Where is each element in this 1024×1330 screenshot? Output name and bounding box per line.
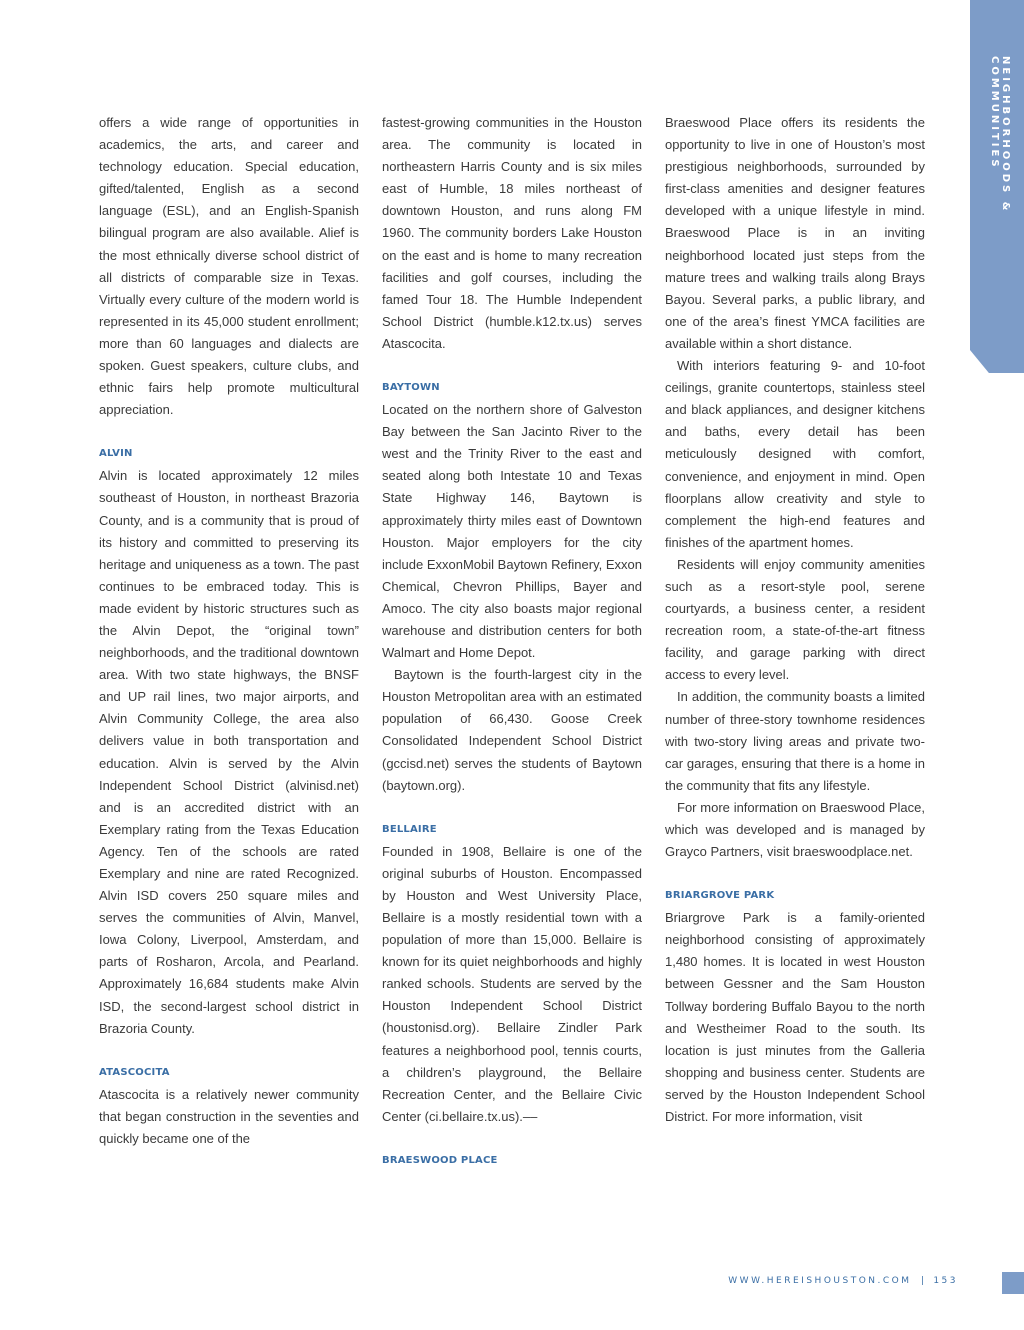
body-paragraph: Located on the northern shore of Galveston Bay between the San Jacinto River to the west and the Trinity River to the east and seated along both Intestate 10 and Texas State Highway 146, Baytown is approximately thirty miles east of Downtown Houston. Major employers for the city include ExxonMobil Baytown Refinery, Exxon Chemical, Chevron Phillips, Bayer and Amoco. The city also boasts major regional warehouse and distribution centers for both Walmart and Home Depot. [382, 402, 642, 661]
section-heading: BAYTOWN [382, 382, 440, 394]
body-paragraph: For more information on Braeswood Place, which was developed and is managed by Grayco Partners, visit braeswoodplace.net. [665, 799, 925, 860]
body-paragraph: With interiors featuring 9- and 10-foot ceilings, granite countertops, stainless steel and black appliances, and designer kitchens and baths, every detail has been meticulously designed with comfort, convenience, and enjoyment in mind. Open floorplans allow creativity and style to complement the high-end features and finishes of the apartment homes. [665, 358, 925, 550]
column-3 [665, 112, 925, 1128]
column-1 [99, 112, 359, 1150]
body-paragraph: Alvin is located approximately 12 miles southeast of Houston, in northeast Brazoria County, and is a community that is proud of its history and committed to preserving its heritage and uniqueness as a town. The past continues to be embraced today. This is made evident by historic structures such as the Alvin Depot, the “original town” neighborhoods, and the traditional downtown area. With two state highways, the BNSF and UP rail lines, two major airports, and Alvin Community College, the area also delivers value in both transportation and education. Alvin is served by the Alvin Independent School District (alvinisd.net) and is an accredited district with an Exemplary rating from the Texas Education Agency. Ten of the schools are rated Exemplary and nine are rated Recognized. Alvin ISD covers 250 square miles and serves the communities of Alvin, Manvel, Iowa Colony, Liverpool, Amsterdam, and parts of Rosharon, Arcola, and Pearland. Approximately 16,684 students make Alvin ISD, the second-largest school district in Brazoria County. [99, 468, 359, 1036]
section-heading: ALVIN [99, 448, 133, 460]
section-tab-label: NEIGHBORHOODS & COMMUNITIES [989, 56, 1011, 214]
section-heading: BRIARGROVE PARK [665, 890, 775, 902]
body-paragraph: Briargrove Park is a family-oriented neighborhood consisting of approximately 1,480 homes. It is located in west Houston between Gessner and the Sam Houston Tollway bordering Buffalo Bayou to the north and Westheimer Road to the south. Its location is just minutes from the Galleria shopping and business center. Students are served by the Houston Independent School District. For more information, visit [665, 910, 925, 1125]
footer-separator: | [920, 1276, 924, 1286]
section-heading: BRAESWOOD PLACE [382, 1154, 498, 1166]
section-heading: BELLAIRE [382, 823, 437, 835]
body-paragraph: Founded in 1908, Bellaire is one of the original suburbs of Houston. Encompassed by Houston and West University Place, Bellaire is a mostly residential town with a population of more than 15,000. Bellaire is known for its quiet neighborhoods and highly ranked schools. Students are served by the Houston Independent School District (houstonisd.org). Bellaire Zindler Park features a neighborhood pool, tennis courts, a children’s playground, the Bellaire Recreation Center, and the Bellaire Civic Center (ci.bellaire.tx.us).–– [382, 843, 642, 1124]
page-footer [700, 1276, 958, 1286]
body-paragraph: offers a wide range of opportunities in academics, the arts, and career and technology education. Special education, gifted/talented, English as a second language (ESL), and an English-Spanish bilingual program are also available. Alief is the most ethnically diverse school district of all districts of comparable size in Texas. Virtually every culture of the modern world is represented in its 45,000 student enrollment; more than 60 languages and dialects are spoken. Guest speakers, culture clubs, and ethnic fairs help promote multicultural appreciation. [99, 115, 359, 418]
section-heading: ATASCOCITA [99, 1066, 170, 1078]
page-number: 153 [933, 1276, 958, 1286]
column-2 [382, 112, 642, 1172]
body-paragraph: In addition, the community boasts a limited number of three-story townhome residences with two-story living areas and private two-car garages, ensuring that there is a home in the community that fits any lifestyle. [665, 689, 925, 793]
body-paragraph: Atascocita is a relatively newer community that began construction in the seventies and quickly became one of the [99, 1086, 359, 1146]
footer-url: WWW.HEREISHOUSTON.COM [728, 1276, 912, 1286]
body-paragraph: Baytown is the fourth-largest city in the Houston Metropolitan area with an estimated population of 66,430. Goose Creek Consolidated Independent School District (gccisd.net) serves the students of Baytown (baytown.org). [382, 667, 642, 793]
body-paragraph: Residents will enjoy community amenities such as a resort-style pool, serene courtyards, a business center, a resident recreation room, a state-of-the-art fitness facility, and garage parking with direct access to every level. [665, 556, 925, 683]
footer-color-block [1002, 1272, 1024, 1294]
body-paragraph: Braeswood Place offers its residents the opportunity to live in one of Houston’s most prestigious neighborhoods, surrounded by first-class amenities and designer features developed with a unique lifestyle in mind. Braeswood Place is in an inviting neighborhood located just steps from the mature trees and walking trails along Brays Bayou. Several parks, a public library, and one of the area’s finest YMCA facilities are available within a short distance. [665, 115, 925, 351]
body-paragraph: fastest-growing communities in the Houston area. The community is located in northeastern Harris County and is six miles east of Humble, 18 miles northeast of downtown Houston, and runs along FM 1960. The community borders Lake Houston on the east and is home to many recreation facilities and golf courses, including the famed Tour 18. The Humble Independent School District (humble.k12.tx.us) serves Atascocita. [382, 115, 642, 351]
